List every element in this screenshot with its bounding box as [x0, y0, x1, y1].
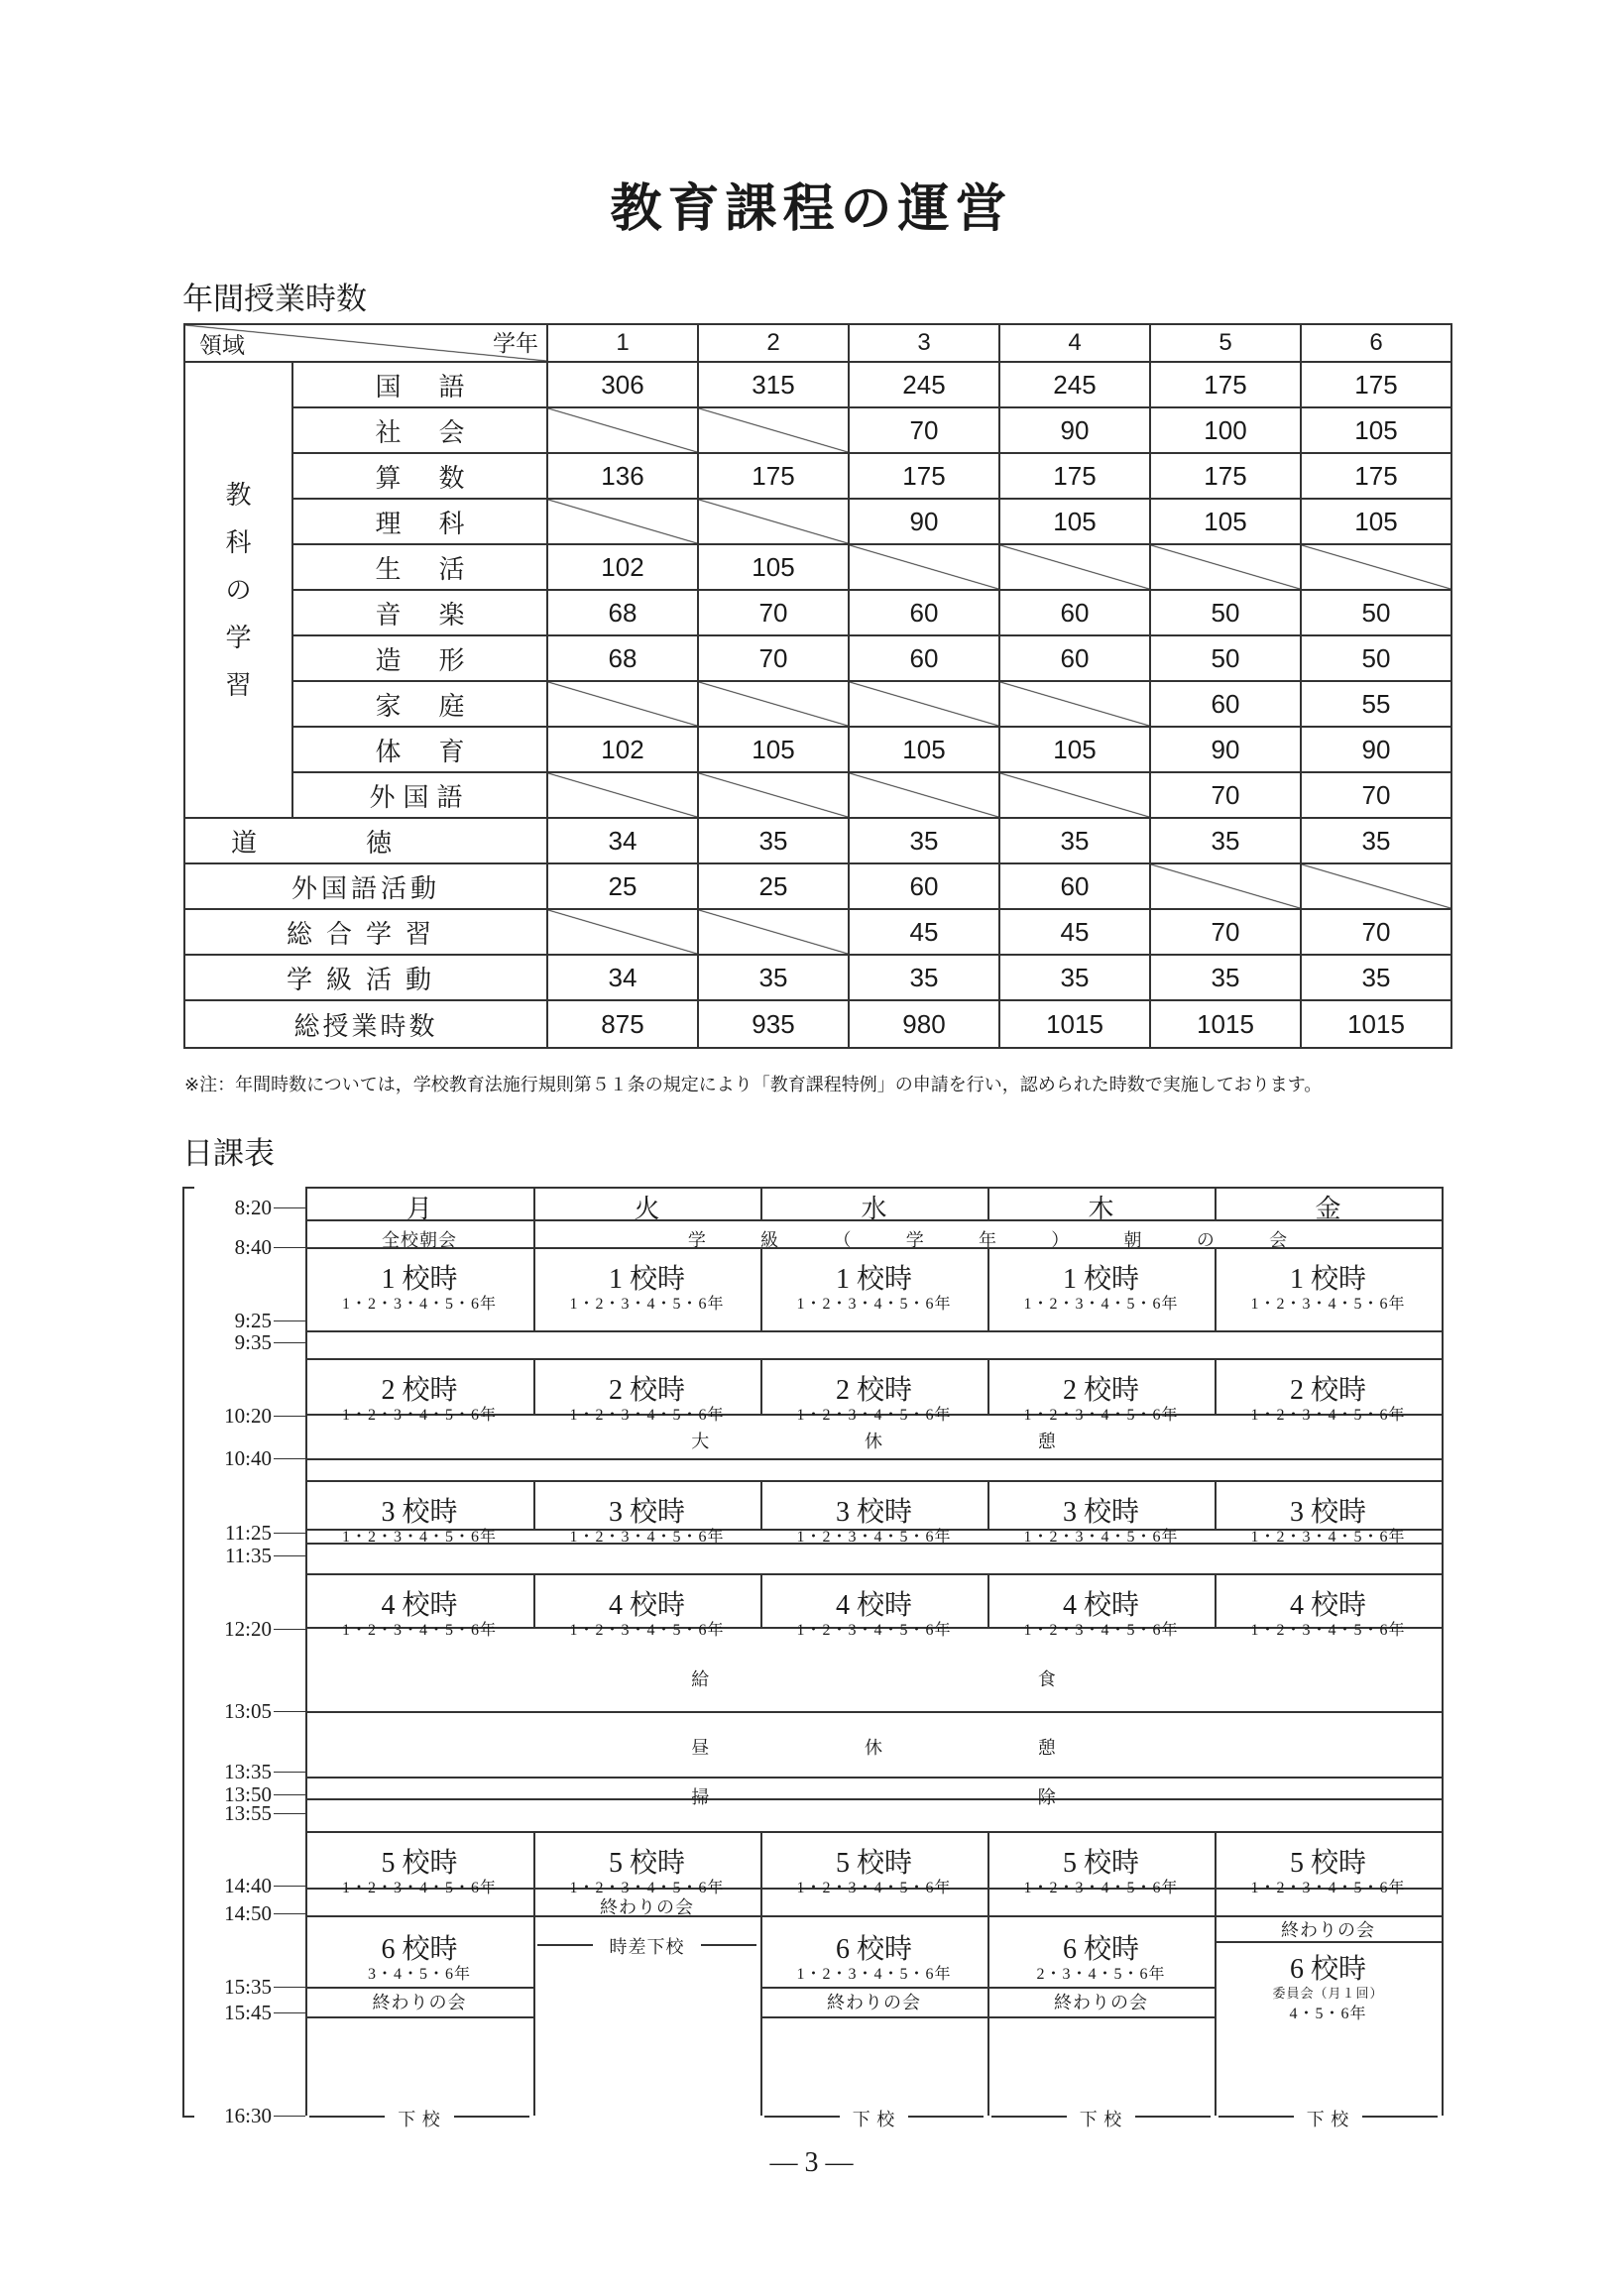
- day-header: 月: [406, 1195, 432, 1223]
- day-header: 金: [1315, 1195, 1341, 1223]
- period-4-grades: 1・2・3・4・5・6年: [1023, 1622, 1179, 1639]
- period-column-line: [1442, 1480, 1444, 1529]
- activity-grade-6: 35: [1301, 818, 1451, 863]
- period-2-grades: 1・2・3・4・5・6年: [341, 1407, 497, 1424]
- subject-grade-3: 245: [849, 362, 999, 407]
- subject-name: 体育: [292, 727, 547, 772]
- tue-closing-meeting: 終わりの会: [600, 1897, 694, 1917]
- day-header: 火: [634, 1195, 660, 1223]
- subject-grade-5: 175: [1150, 453, 1301, 499]
- activity-grade-2: 35: [698, 955, 849, 1000]
- period-1-grades: 1・2・3・4・5・6年: [1250, 1296, 1406, 1313]
- period-4-title: 4 校時: [1062, 1590, 1139, 1621]
- period-3-grades: 1・2・3・4・5・6年: [1250, 1529, 1406, 1546]
- footnote: ※注：年間時数については，学校教育法施行規則第５１条の規定により「教育課程特例」の申請を行い，認められた時数で実施しております。: [184, 1075, 1323, 1095]
- period-1-title: 1 校時: [608, 1264, 685, 1295]
- activity-grade-6: 35: [1301, 955, 1451, 1000]
- subject-grade-6: 50: [1301, 635, 1451, 681]
- period-4-grades: 1・2・3・4・5・6年: [569, 1622, 725, 1639]
- period-5-title: 5 校時: [1289, 1848, 1366, 1879]
- period-1-grades: 1・2・3・4・5・6年: [796, 1296, 952, 1313]
- period-5-title: 5 校時: [608, 1848, 685, 1879]
- period-5-title: 5 校時: [835, 1848, 912, 1879]
- period-2-title: 2 校時: [1062, 1375, 1139, 1406]
- period-3-grades: 1・2・3・4・5・6年: [796, 1529, 952, 1546]
- lunch-char: 給: [691, 1669, 710, 1689]
- period-5-grades: 1・2・3・4・5・6年: [1250, 1880, 1406, 1896]
- subject-grade-2: 105: [698, 544, 849, 590]
- grade-header: 6: [1301, 324, 1451, 362]
- activity-grade-2: 35: [698, 818, 849, 863]
- wed-6th-period-title: 6 校時: [835, 1934, 912, 1965]
- period-5-grades: 1・2・3・4・5・6年: [341, 1880, 497, 1896]
- period-column-line: [1442, 1358, 1444, 1414]
- subject-grade-6: 105: [1301, 407, 1451, 453]
- period-2-grades: 1・2・3・4・5・6年: [1250, 1407, 1406, 1424]
- time-tick: [274, 1913, 305, 1914]
- period-2-grades: 1・2・3・4・5・6年: [569, 1407, 725, 1424]
- subject-name: 家庭: [292, 681, 547, 727]
- subject-grade-2: 70: [698, 635, 849, 681]
- lunch-char: 食: [1037, 1669, 1056, 1689]
- subject-grade-2: 105: [698, 727, 849, 772]
- dismissal-金: 下 校: [1306, 2110, 1350, 2129]
- period-2-grades: 1・2・3・4・5・6年: [796, 1407, 952, 1424]
- wed-closing-bottom: [760, 2016, 987, 2018]
- subject-name: 算数: [292, 453, 547, 499]
- class-assembly-char: 朝: [1123, 1230, 1142, 1250]
- class-assembly-char: の: [1196, 1230, 1215, 1250]
- period-4-title: 4 校時: [608, 1590, 685, 1621]
- subject-grade-3: 175: [849, 453, 999, 499]
- subject-name: 国語: [292, 362, 547, 407]
- period-1-title: 1 校時: [1062, 1264, 1139, 1295]
- period-3-grades: 1・2・3・4・5・6年: [341, 1529, 497, 1546]
- time-tick: [274, 1320, 305, 1321]
- time-label: 8:40: [234, 1235, 272, 1259]
- period-1-grades: 1・2・3・4・5・6年: [569, 1296, 725, 1313]
- subject-grade-1: 68: [547, 635, 698, 681]
- time-label: 10:20: [224, 1404, 272, 1428]
- activity-grade-6: 70: [1301, 909, 1451, 955]
- mon-right: [533, 1888, 535, 2116]
- wed-6th-period-grades: 1・2・3・4・5・6年: [796, 1966, 952, 1983]
- thu-6th-period-title: 6 校時: [1062, 1934, 1139, 1965]
- mon-6th-period-title: 6 校時: [381, 1934, 458, 1965]
- subject-grade-5: 70: [1150, 772, 1301, 818]
- grade-header: 4: [999, 324, 1150, 362]
- big-break-char: 休: [865, 1432, 882, 1451]
- class-assembly-char: 級: [760, 1230, 779, 1250]
- time-label: 15:35: [224, 1975, 272, 1999]
- subject-grade-3: 60: [849, 635, 999, 681]
- break-line: [305, 1543, 1442, 1545]
- total-grade-6: 1015: [1301, 1000, 1451, 1048]
- total-grade-1: 875: [547, 1000, 698, 1048]
- time-label: 14:40: [224, 1874, 272, 1897]
- time-tick: [274, 1207, 305, 1208]
- subject-name: 外国語: [292, 772, 547, 818]
- big-break-char: 憩: [1037, 1432, 1056, 1451]
- period-5-title: 5 校時: [381, 1848, 458, 1879]
- class-assembly-char: 会: [1269, 1230, 1288, 1250]
- subject-grade-6: 105: [1301, 499, 1451, 544]
- tue-dismissal-dash: [537, 1944, 593, 1946]
- period-column-line: [1442, 1831, 1444, 1888]
- break-line: [305, 1330, 1442, 1332]
- time-label: 12:20: [224, 1617, 272, 1641]
- subject-grade-3: 105: [849, 727, 999, 772]
- period-1-grades: 1・2・3・4・5・6年: [1023, 1296, 1179, 1313]
- time-tick: [274, 1629, 305, 1630]
- time-tick: [274, 1458, 305, 1459]
- period-2-title: 2 校時: [608, 1375, 685, 1406]
- time-tick: [274, 2116, 305, 2117]
- period-top-line: [305, 1358, 1442, 1360]
- time-label: 9:25: [234, 1309, 272, 1332]
- class-assembly-char: （: [833, 1230, 852, 1250]
- subject-grade-5: 105: [1150, 499, 1301, 544]
- big-break-bottom-line: [305, 1458, 1442, 1460]
- thu-closing-meeting: 終わりの会: [1054, 1993, 1148, 2012]
- class-assembly-char: 学: [905, 1230, 924, 1250]
- subject-grade-4: 105: [999, 727, 1150, 772]
- activity-grade-1: 25: [547, 863, 698, 909]
- subject-grade-4: 60: [999, 635, 1150, 681]
- fri-6th-period-title: 6 校時: [1289, 1954, 1366, 1985]
- activity-grade-4: 35: [999, 818, 1150, 863]
- grade-header: 3: [849, 324, 999, 362]
- cleaning-char: 除: [1037, 1787, 1056, 1807]
- period-4-title: 4 校時: [1289, 1590, 1366, 1621]
- class-assembly-char: 学: [687, 1230, 706, 1250]
- daily-schedule-heading: 日課表: [182, 1136, 275, 1172]
- total-grade-5: 1015: [1150, 1000, 1301, 1048]
- subject-grade-4: 105: [999, 499, 1150, 544]
- time-tick: [274, 2012, 305, 2013]
- group-label-char: 教: [225, 480, 252, 510]
- period-3-title: 3 校時: [381, 1497, 458, 1528]
- activity-name: 道徳: [184, 818, 547, 863]
- group-label-char: 科: [225, 527, 252, 557]
- time-tick: [274, 1533, 305, 1534]
- total-label: 総授業時数: [184, 1000, 547, 1048]
- tue-staggered-dismissal: 時差下校: [609, 1937, 685, 1957]
- period-4-grades: 1・2・3・4・5・6年: [341, 1622, 497, 1639]
- tue-dismissal-dash: [701, 1944, 756, 1946]
- period-top-line: [305, 1480, 1442, 1482]
- time-label: 9:35: [234, 1330, 272, 1354]
- period-3-title: 3 校時: [835, 1497, 912, 1528]
- activity-grade-3: 60: [849, 863, 999, 909]
- period-5-grades: 1・2・3・4・5・6年: [569, 1880, 725, 1896]
- fri-committee-note: 委員会（月１回）: [1272, 1986, 1384, 2001]
- day-header: 水: [861, 1195, 887, 1223]
- lunch-break-char: 休: [865, 1738, 882, 1758]
- time-tick: [274, 1342, 305, 1343]
- period-top-line: [305, 1831, 1442, 1833]
- period-2-title: 2 校時: [1289, 1375, 1366, 1406]
- subject-grade-3: 90: [849, 499, 999, 544]
- time-label: 13:55: [224, 1801, 272, 1825]
- thu-6th-period-grades: 2・3・4・5・6年: [1036, 1966, 1166, 1983]
- period-1-title: 1 校時: [1289, 1264, 1366, 1295]
- period-1-title: 1 校時: [835, 1264, 912, 1295]
- fri-closing-bottom: [1215, 1941, 1442, 1943]
- activity-grade-3: 35: [849, 818, 999, 863]
- subject-grade-2: 315: [698, 362, 849, 407]
- subject-grade-4: 245: [999, 362, 1150, 407]
- subject-grade-4: 175: [999, 453, 1150, 499]
- activity-name: 学級活動: [184, 955, 547, 1000]
- big-break-char: 大: [691, 1432, 710, 1451]
- all-school-assembly: 全校朝会: [382, 1230, 457, 1250]
- period-top-line: [305, 1247, 1442, 1249]
- mon-6th-period-grades: 3・4・5・6年: [367, 1966, 471, 1983]
- lunch-bottom-line: [305, 1711, 1442, 1713]
- total-grade-2: 935: [698, 1000, 849, 1048]
- subject-grade-5: 50: [1150, 590, 1301, 635]
- class-assembly-char: ）: [1051, 1230, 1070, 1250]
- day-header: 木: [1088, 1195, 1114, 1223]
- fri-right: [1442, 2012, 1444, 2116]
- time-label: 10:40: [224, 1446, 272, 1470]
- subject-grade-1: 68: [547, 590, 698, 635]
- subject-grade-1: 102: [547, 727, 698, 772]
- activity-grade-4: 60: [999, 863, 1150, 909]
- activity-name: 外国語活動: [184, 863, 547, 909]
- subject-grade-6: 70: [1301, 772, 1451, 818]
- lunch-break-char: 憩: [1037, 1738, 1056, 1758]
- activity-grade-3: 45: [849, 909, 999, 955]
- subject-grade-3: 60: [849, 590, 999, 635]
- group-label-char: 習: [225, 670, 252, 700]
- group-label-char: の: [225, 575, 252, 605]
- time-label: 14:50: [224, 1901, 272, 1925]
- time-label: 11:35: [224, 1544, 272, 1567]
- total-grade-3: 980: [849, 1000, 999, 1048]
- subject-grade-5: 175: [1150, 362, 1301, 407]
- mon-closing-bottom: [305, 2016, 533, 2018]
- wed-closing-meeting: 終わりの会: [827, 1993, 921, 2012]
- period-5-grades: 1・2・3・4・5・6年: [796, 1880, 952, 1896]
- activity-grade-1: 34: [547, 955, 698, 1000]
- period-5-title: 5 校時: [1062, 1848, 1139, 1879]
- time-label: 15:45: [224, 2001, 272, 2024]
- corner-grade-label: 学年: [493, 330, 538, 356]
- time-tick: [274, 1987, 305, 1988]
- period-1-grades: 1・2・3・4・5・6年: [341, 1296, 497, 1313]
- period-3-grades: 1・2・3・4・5・6年: [569, 1529, 725, 1546]
- period-column-line: [1442, 1573, 1444, 1627]
- time-tick: [274, 1247, 305, 1248]
- time-label: 11:25: [224, 1521, 272, 1545]
- activity-name: 総合学習: [184, 909, 547, 955]
- subject-grade-4: 60: [999, 590, 1150, 635]
- activity-grade-5: 70: [1150, 909, 1301, 955]
- subject-name: 社会: [292, 407, 547, 453]
- total-grade-4: 1015: [999, 1000, 1150, 1048]
- period-5-grades: 1・2・3・4・5・6年: [1023, 1880, 1179, 1896]
- subject-grade-1: 136: [547, 453, 698, 499]
- time-tick: [274, 1555, 305, 1556]
- subject-grade-6: 50: [1301, 590, 1451, 635]
- subject-grade-5: 50: [1150, 635, 1301, 681]
- class-assembly-char: 年: [979, 1230, 996, 1250]
- activity-grade-4: 35: [999, 955, 1150, 1000]
- subject-grade-1: 102: [547, 544, 698, 590]
- time-tick: [274, 1886, 305, 1887]
- subject-grade-2: 175: [698, 453, 849, 499]
- time-tick: [274, 1794, 305, 1795]
- mon-closing-meeting: 終わりの会: [372, 1993, 467, 2012]
- period-1-title: 1 校時: [381, 1264, 458, 1295]
- grade-header: 5: [1150, 324, 1301, 362]
- subject-grade-3: 70: [849, 407, 999, 453]
- period-3-title: 3 校時: [1062, 1497, 1139, 1528]
- activity-grade-1: 34: [547, 818, 698, 863]
- fri-closing-meeting: 終わりの会: [1281, 1920, 1375, 1940]
- period-2-grades: 1・2・3・4・5・6年: [1023, 1407, 1179, 1424]
- group-label-char: 学: [225, 623, 252, 652]
- dismissal-水: 下 校: [852, 2110, 896, 2129]
- activity-grade-3: 35: [849, 955, 999, 1000]
- subject-grade-1: 306: [547, 362, 698, 407]
- activity-grade-2: 25: [698, 863, 849, 909]
- subject-grade-5: 100: [1150, 407, 1301, 453]
- activity-grade-5: 35: [1150, 818, 1301, 863]
- time-label: 13:35: [224, 1760, 272, 1783]
- assembly-divider: [533, 1219, 535, 1247]
- time-tick: [274, 1813, 305, 1814]
- time-label: 13:05: [224, 1699, 272, 1723]
- subject-grade-6: 55: [1301, 681, 1451, 727]
- thu-closing-bottom: [987, 2016, 1215, 2018]
- time-label: 16:30: [224, 2104, 272, 2127]
- time-tick: [274, 1711, 305, 1712]
- dismissal-月: 下 校: [398, 2110, 441, 2129]
- period-3-grades: 1・2・3・4・5・6年: [1023, 1529, 1179, 1546]
- annual-hours-heading: 年間授業時数: [182, 282, 367, 317]
- activity-grade-4: 45: [999, 909, 1150, 955]
- period-3-title: 3 校時: [1289, 1497, 1366, 1528]
- subject-name: 生活: [292, 544, 547, 590]
- corner-domain-label: 領域: [199, 332, 245, 358]
- cleaning-char: 掃: [691, 1787, 710, 1807]
- subject-name: 造形: [292, 635, 547, 681]
- period-4-title: 4 校時: [835, 1590, 912, 1621]
- time-label: 13:50: [224, 1782, 272, 1806]
- time-axis-cap: [182, 1187, 194, 1189]
- subject-grade-5: 60: [1150, 681, 1301, 727]
- activity-grade-5: 35: [1150, 955, 1301, 1000]
- period-2-title: 2 校時: [381, 1375, 458, 1406]
- period-2-title: 2 校時: [835, 1375, 912, 1406]
- fri-6th-period-grades: 4・5・6年: [1289, 2006, 1367, 2022]
- subject-grade-6: 175: [1301, 362, 1451, 407]
- subject-name: 音楽: [292, 590, 547, 635]
- period-column-line: [1442, 1247, 1444, 1330]
- subject-grade-4: 90: [999, 407, 1150, 453]
- subject-grade-5: 90: [1150, 727, 1301, 772]
- period-4-grades: 1・2・3・4・5・6年: [796, 1622, 952, 1639]
- lunch-break-bottom-line: [305, 1777, 1442, 1779]
- time-label: 8:20: [234, 1196, 272, 1219]
- dismissal-木: 下 校: [1079, 2110, 1123, 2129]
- time-tick: [274, 1772, 305, 1773]
- period-4-grades: 1・2・3・4・5・6年: [1250, 1622, 1406, 1639]
- period-4-title: 4 校時: [381, 1590, 458, 1621]
- cleaning-bottom-line: [305, 1798, 1442, 1800]
- page-number: — 3 —: [769, 2147, 854, 2178]
- subject-grade-6: 90: [1301, 727, 1451, 772]
- subject-grade-2: 70: [698, 590, 849, 635]
- period-3-title: 3 校時: [608, 1497, 685, 1528]
- subject-name: 理科: [292, 499, 547, 544]
- lunch-break-char: 昼: [691, 1738, 710, 1758]
- grade-header: 1: [547, 324, 698, 362]
- page-title: 教育課程の運営: [610, 178, 1013, 239]
- period-top-line: [305, 1573, 1442, 1575]
- time-tick: [274, 1416, 305, 1417]
- grade-header: 2: [698, 324, 849, 362]
- subject-grade-6: 175: [1301, 453, 1451, 499]
